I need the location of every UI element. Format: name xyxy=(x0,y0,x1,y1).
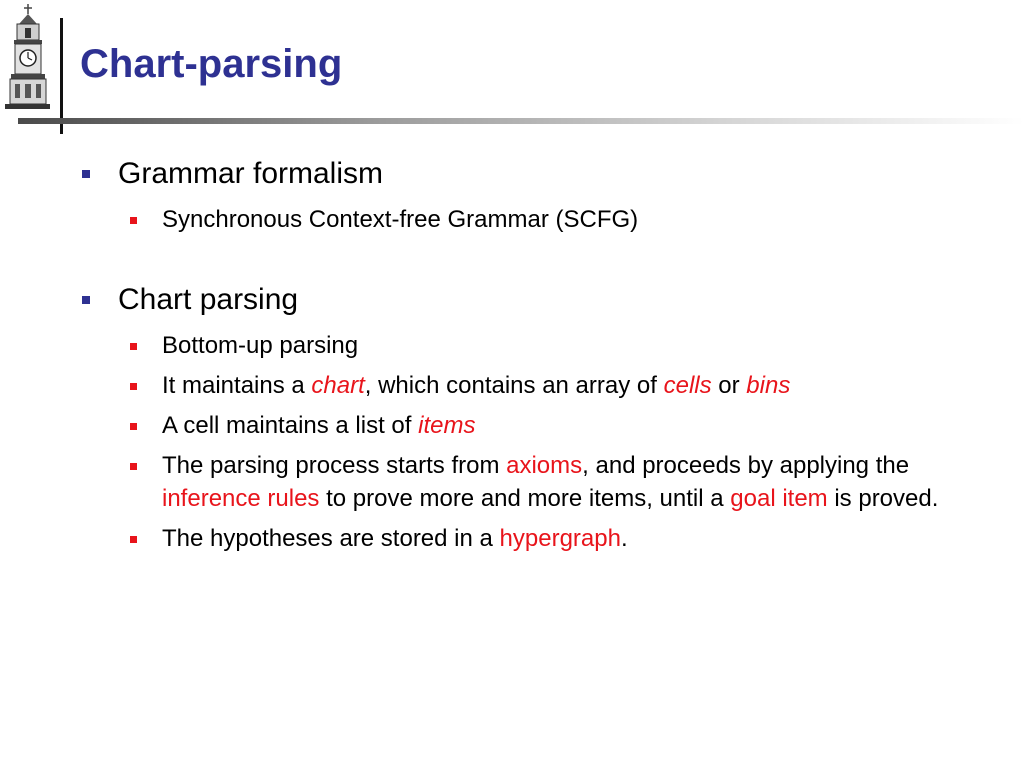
bullet-text: is proved. xyxy=(827,485,939,512)
highlighted-term: cells xyxy=(663,372,712,399)
slide-title: Chart-parsing xyxy=(80,42,343,86)
highlighted-term: items xyxy=(418,412,476,439)
bullet-text: A cell maintains a list of xyxy=(162,412,419,439)
bullet-text: Bottom-up parsing xyxy=(162,332,359,359)
highlighted-term: bins xyxy=(746,372,791,399)
bullet-text: to prove more and more items, until a xyxy=(319,485,731,512)
highlighted-term: goal item xyxy=(730,485,828,512)
highlighted-term: inference rules xyxy=(162,485,320,512)
bullet-text: It maintains a xyxy=(162,372,312,399)
bullet-level2 xyxy=(80,369,1000,402)
bullet-text: The parsing process starts from xyxy=(162,452,507,479)
bullet-list xyxy=(80,152,1000,555)
highlighted-term: chart xyxy=(311,372,365,399)
title-divider xyxy=(18,118,1024,124)
bullet-level2 xyxy=(80,329,1000,362)
bullet-level2 xyxy=(80,409,1000,442)
title-vertical-bar xyxy=(60,18,63,134)
square-bullet-icon xyxy=(130,463,137,470)
bullet-text: , and proceeds by applying the xyxy=(582,452,910,479)
square-bullet-icon xyxy=(130,343,137,350)
square-bullet-icon xyxy=(82,296,90,304)
bullet-level2 xyxy=(80,449,1000,515)
bullet-text: , which contains an array of xyxy=(364,372,664,399)
square-bullet-icon xyxy=(130,217,137,224)
clock-tower-icon xyxy=(2,2,50,114)
bullet-text: The hypotheses are stored in a xyxy=(162,525,500,552)
bullet-level2 xyxy=(80,522,1000,555)
bullet-heading: Chart parsing xyxy=(118,283,299,316)
square-bullet-icon xyxy=(82,170,90,178)
bullet-level2 xyxy=(80,203,1000,236)
square-bullet-icon xyxy=(130,383,137,390)
bullet-text: . xyxy=(620,525,628,552)
highlighted-term: hypergraph xyxy=(499,525,621,552)
section-gap xyxy=(80,236,1000,278)
square-bullet-icon xyxy=(130,423,137,430)
square-bullet-icon xyxy=(130,536,137,543)
highlighted-term: axioms xyxy=(506,452,583,479)
bullet-level1 xyxy=(80,152,1000,196)
bullet-level1 xyxy=(80,278,1000,322)
bullet-text: Synchronous Context-free Grammar (SCFG) xyxy=(162,206,639,233)
bullet-text: or xyxy=(711,372,747,399)
bullet-heading: Grammar formalism xyxy=(118,157,384,190)
